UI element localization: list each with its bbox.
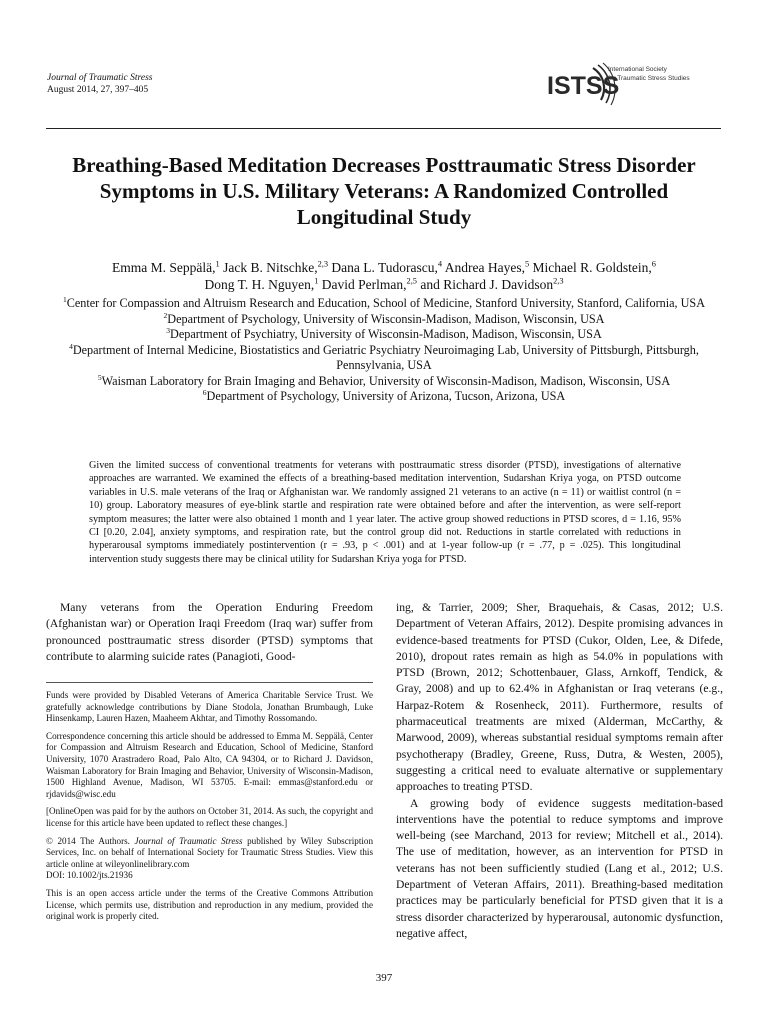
logo-org-name: International Society for Traumatic Stress Studies <box>608 66 690 82</box>
author: David Perlman,$^{2,5}$ <box>321 276 417 292</box>
abstract: Given the limited success of conventional treatments for veterans with posttraumatic stress disorder (PTSD), investigations of alternative approaches are warranted. We examined the effects of a breathing-based meditation intervention, Sudarshan Kriya yoga, on PTSD outcome variables in U.S. male veterans of the Iraq or Afghanistan war. We randomly assigned 21 veterans to an active (n = 11) or waitlist control (n = 10) group. Laboratory measures of eye-blink startle and respiration rate were obtained before and after the intervention, as were self-report symptom measures; the latter were also obtained 1 month and 1 year later. The active group showed reductions in PTSD scores, d = 1.16, 95% CI [0.20, 2.04], anxiety symptoms, and respiration rate, but the control group did not. Reductions in startle correlated with reductions in hyperarousal symptoms immediately postintervention (r = .93, p < .001) and at 1-year follow-up (r = .77, p = .025). This longitudinal intervention study suggests there may be clinical utility for Sudarshan Kriya yoga for PTSD. <box>89 460 681 565</box>
issue-line: August 2014, 27, 397–405 <box>47 85 149 95</box>
article-title: Breathing-Based Meditation Decreases Posttraumatic Stress Disorder Symptoms in U.S. Military Veterans: A Randomized Controlled Longitudinal Study <box>72 153 696 229</box>
author: and Richard J. Davidson$^{2,3}$ <box>420 276 564 292</box>
affiliation: $^3$Department of Psychiatry, University of Wisconsin-Madison, Madison, Wisconsin, USA <box>166 325 602 341</box>
author: Emma M. Seppälä,$^1$ <box>112 259 220 275</box>
affiliation: $^1$Center for Compassion and Altruism Research and Education, School of Medicine, Stanford University, Stanford, California, USA <box>62 294 706 310</box>
affiliation: $^4$Department of Internal Medicine, Biostatistics and Geriatric Psychiatry Neuroimaging Lab, University of Pittsburgh, Pittsburgh, Pennsylvania, USA <box>69 341 699 372</box>
page-number: 397 <box>375 972 393 984</box>
author: Jack B. Nitschke,$^{2,3}$ <box>223 259 329 275</box>
header-rule <box>46 128 721 129</box>
journal-header <box>47 72 152 96</box>
footnote-rule <box>46 682 373 683</box>
copyright-note: © 2014 The Authors. Journal of Traumatic Stress published by Wiley Subscription Services, Inc. on behalf of International Society for Traumatic Stress Studies. View this article online at wileyonlinelibrary.com <box>46 835 374 869</box>
logo-wordmark: ISTSS <box>547 72 620 100</box>
author: Dong T. H. Nguyen,$^1$ <box>204 276 319 292</box>
intro-paragraph: Many veterans from the Operation Enduring Freedom (Afghanistan war) or Operation Iraqi Freedom (Iraq war) suffer from pronounced posttraumatic stress disorder (PTSD) symptoms that contribute to alarming suicide rates (Panagioti, Good- <box>46 601 373 663</box>
license-note: This is an open access article under the terms of the Creative Commons Attribution License, which permits use, distribution and reproduction in any medium, provided the original work is properly cited. <box>46 887 373 922</box>
affiliation: $^5$Waisman Laboratory for Brain Imaging and Behavior, University of Wisconsin-Madison, Madison, Wisconsin, USA <box>97 372 671 388</box>
footnotes <box>46 690 373 929</box>
right-column <box>396 600 723 942</box>
journal-name: Journal of Traumatic Stress <box>47 73 153 83</box>
affiliation: $^2$Department of Psychology, University of Wisconsin-Madison, Madison, Wisconsin, USA <box>163 310 605 326</box>
funding-note: Funds were provided by Disabled Veterans of America Charitable Service Trust. We gratefully acknowledge contributions by Diane Stodola, Jonathan Brumbaugh, Luke Hinsenkamp, Lauren Hazen, Maaheem Akhtar, and Timothy Rossomando. <box>46 690 373 724</box>
correspondence-note: Correspondence concerning this article should be addressed to Emma M. Seppälä, Center for Compassion and Altruism Research and Education, School of Medicine, Stanford University, 1070 Arastradero Road, Palo Alto, CA 94304, or to Richard J. Davidson, Waisman Laboratory for Brain Imaging and Behavior, University of Wisconsin-Madison, 1500 Highland Avenue, Madison, WI 53705. E-mail: emmas@stanford.edu or rjdavids@wisc.edu <box>46 730 373 799</box>
doi: DOI: 10.1002/jts.21936 <box>46 870 133 881</box>
onlineopen-note: [OnlineOpen was paid for by the authors on October 31, 2014. As such, the copyright and license for this article have been updated to reflect these changes.] <box>46 806 373 828</box>
author: Dana L. Tudorascu,$^4$ <box>331 259 443 275</box>
affiliation: $^6$Department of Psychology, University of Arizona, Tucson, Arizona, USA <box>202 387 566 403</box>
author-list <box>40 259 728 293</box>
author: Michael R. Goldstein,$^6$ <box>532 259 656 275</box>
author: Andrea Hayes,$^5$ <box>444 259 530 275</box>
affiliations <box>40 296 728 405</box>
body-paragraph: A growing body of evidence suggests meditation-based interventions have the potential to reduce symptoms and improve well-being (see Marchand, 2013 for review; Mitchell et al., 2014). The use of meditation, however, as an intervention for PTSD in veterans has not been sufficiently studied (Lang et al., 2012; U.S. Department of Veteran Affairs, 2011). Breathing-based meditation practices may be particularly beneficial for PTSD given that it is a stress disorder characterized by hyperarousal, autonomic dysfunction, negative affect, <box>396 796 723 940</box>
body-paragraph: ing, & Tarrier, 2009; Sher, Braquehais, & Casas, 2012; U.S. Department of Veteran Affairs, 2012). Despite promising advances in evidence-based treatments for PTSD (Cukor, Olden, Lee, & Difede, 2010), dropout rates remain as high as 54.0% in populations with PTSD (Brown, 2012; Schottenbauer, Glass, Arnkoff, Tendick, & Gray, 2008) and up to 62.4% in Afghanistan or Iraq veterans (e.g., Harpaz-Rotem & Rosenheck, 2011). Furthermore, results of pharmaceutical treatments are mixed (Alderman, McCarthy, & Marwood, 2009), whereas substantial residual symptoms remain after psychotherapy (Bradley, Greene, Russ, Dutra, & Westen, 2005), suggesting a critical need to evaluate alternative or supplementary approaches to treating PTSD. <box>396 601 723 794</box>
